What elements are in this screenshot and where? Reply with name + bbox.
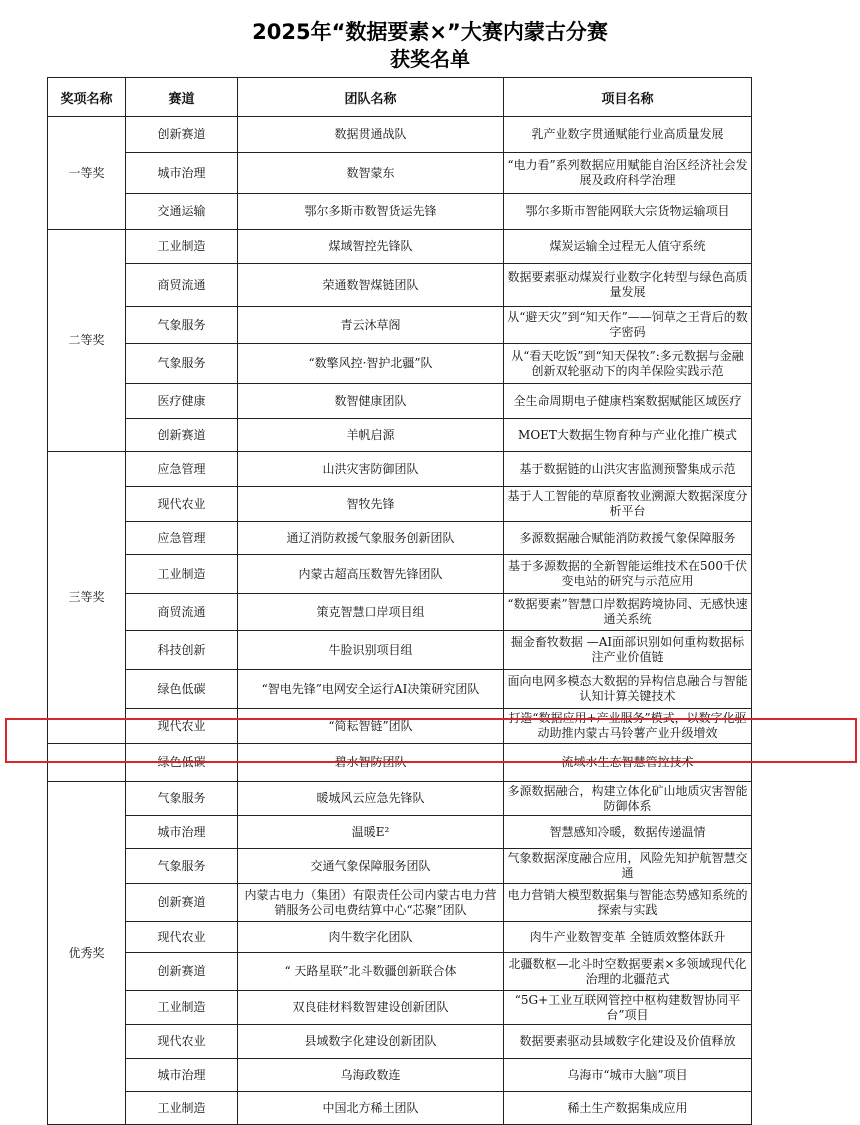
team-cell: 乌海政数连 (238, 1059, 504, 1092)
project-cell: 打造“数据应用+产业服务”模式，以数字化驱动助推内蒙古马铃薯产业升级增效 (504, 709, 752, 744)
project-cell: 多源数据融合赋能消防救援气象保障服务 (504, 522, 752, 555)
track-cell: 创新赛道 (126, 419, 238, 452)
track-cell: 工业制造 (126, 1092, 238, 1125)
team-cell: 温暖E² (238, 816, 504, 849)
team-cell: 煤域智控先锋队 (238, 230, 504, 264)
track-cell: 城市治理 (126, 153, 238, 194)
track-cell: 绿色低碳 (126, 744, 238, 782)
track-cell: 商贸流通 (126, 594, 238, 631)
table-row (48, 264, 752, 307)
track-cell: 绿色低碳 (126, 670, 238, 709)
table-row (48, 384, 752, 419)
team-cell: 智牧先锋 (238, 487, 504, 522)
table-row (48, 487, 752, 522)
project-cell: 多源数据融合，构建立体化矿山地质灾害智能防御体系 (504, 782, 752, 816)
team-cell: 中国北方稀土团队 (238, 1092, 504, 1125)
awards-table (47, 77, 752, 1125)
track-cell: 城市治理 (126, 1059, 238, 1092)
team-cell: 县域数字化建设创新团队 (238, 1025, 504, 1059)
table-row (48, 991, 752, 1025)
team-cell: 数智健康团队 (238, 384, 504, 419)
header-award: 奖项名称 (48, 78, 126, 117)
table-row (48, 153, 752, 194)
project-cell: 基于人工智能的草原畜牧业溯源大数据深度分析平台 (504, 487, 752, 522)
track-cell: 创新赛道 (126, 884, 238, 922)
track-cell: 城市治理 (126, 816, 238, 849)
table-row (48, 230, 752, 264)
table-row (48, 419, 752, 452)
track-cell: 应急管理 (126, 522, 238, 555)
track-cell: 现代农业 (126, 1025, 238, 1059)
track-cell: 气象服务 (126, 849, 238, 884)
award-cell: 二等奖 (48, 230, 126, 452)
project-cell: 基于数据链的山洪灾害监测预警集成示范 (504, 452, 752, 487)
track-cell: 工业制造 (126, 991, 238, 1025)
team-cell: 双良硅材料数智建设创新团队 (238, 991, 504, 1025)
page-title: 2025年“数据要素×”大赛内蒙古分赛 (252, 20, 608, 44)
table-row (48, 194, 752, 230)
award-cell: 一等奖 (48, 117, 126, 230)
track-cell: 创新赛道 (126, 953, 238, 991)
table-row (48, 1025, 752, 1059)
team-cell: 内蒙古电力（集团）有限责任公司内蒙古电力营销服务公司电费结算中心“芯聚”团队 (238, 884, 504, 922)
project-cell: 鄂尔多斯市智能网联大宗货物运输项目 (504, 194, 752, 230)
project-cell: 煤炭运输全过程无人值守系统 (504, 230, 752, 264)
team-cell: 数据贯通战队 (238, 117, 504, 153)
track-cell: 气象服务 (126, 307, 238, 344)
page-subtitle: 获奖名单 (390, 47, 470, 71)
track-cell: 工业制造 (126, 555, 238, 594)
track-cell: 商贸流通 (126, 264, 238, 307)
team-cell: 山洪灾害防御团队 (238, 452, 504, 487)
track-cell: 现代农业 (126, 709, 238, 744)
table-row (48, 452, 752, 487)
project-cell: 气象数据深度融合应用，风险先知护航智慧交通 (504, 849, 752, 884)
project-cell: 稀土生产数据集成应用 (504, 1092, 752, 1125)
table-row (48, 670, 752, 709)
project-cell: “数据要素”智慧口岸数据跨境协同、无感快速通关系统 (504, 594, 752, 631)
track-cell: 创新赛道 (126, 117, 238, 153)
project-cell: 从“避天灾”到“知天作”——饲草之王背后的数字密码 (504, 307, 752, 344)
team-cell: 交通气象保障服务团队 (238, 849, 504, 884)
team-cell: “ 天路星联”北斗数疆创新联合体 (238, 953, 504, 991)
table-row (48, 744, 752, 782)
table-row (48, 522, 752, 555)
table-row (48, 849, 752, 884)
award-cell: 三等奖 (48, 452, 126, 744)
team-cell: 策克智慧口岸项目组 (238, 594, 504, 631)
table-row (48, 117, 752, 153)
track-cell: 交通运输 (126, 194, 238, 230)
project-cell: 基于多源数据的全新智能运维技术在500千伏变电站的研究与示范应用 (504, 555, 752, 594)
team-cell: 暖城风云应急先锋队 (238, 782, 504, 816)
project-cell: 全生命周期电子健康档案数据赋能区域医疗 (504, 384, 752, 419)
team-cell: 羊帆启源 (238, 419, 504, 452)
table-row (48, 594, 752, 631)
project-cell: 从“看天吃饭”到“知天保牧”:多元数据与金融创新双轮驱动下的肉羊保险实践示范 (504, 344, 752, 384)
track-cell: 科技创新 (126, 631, 238, 670)
table-row (48, 884, 752, 922)
project-cell: 智慧感知冷暖，数据传递温情 (504, 816, 752, 849)
table-row (48, 1092, 752, 1125)
table-header-row (48, 78, 752, 117)
track-cell: 现代农业 (126, 487, 238, 522)
project-cell: “电力看”系列数据应用赋能自治区经济社会发展及政府科学治理 (504, 153, 752, 194)
project-cell: 数据要素驱动煤炭行业数字化转型与绿色高质量发展 (504, 264, 752, 307)
team-cell: 数智蒙东 (238, 153, 504, 194)
award-cell (48, 744, 126, 782)
table-row (48, 709, 752, 744)
project-cell: MOET大数据生物育种与产业化推广模式 (504, 419, 752, 452)
track-cell: 应急管理 (126, 452, 238, 487)
project-cell: 乳产业数字贯通赋能行业高质量发展 (504, 117, 752, 153)
award-cell: 优秀奖 (48, 782, 126, 1125)
table-row (48, 782, 752, 816)
team-cell: 鄂尔多斯市数智货运先锋 (238, 194, 504, 230)
team-cell: “智电先锋”电网安全运行AI决策研究团队 (238, 670, 504, 709)
project-cell: 面向电网多模态大数据的异构信息融合与智能认知计算关键技术 (504, 670, 752, 709)
table-row (48, 816, 752, 849)
table-row (48, 1059, 752, 1092)
project-cell: 北疆数枢—北斗时空数据要素×多领域现代化治理的北疆范式 (504, 953, 752, 991)
project-cell: 流域水生态智慧管控技术 (504, 744, 752, 782)
team-cell: 牛脸识别项目组 (238, 631, 504, 670)
team-cell: “简耘智链”团队 (238, 709, 504, 744)
track-cell: 工业制造 (126, 230, 238, 264)
project-cell: 掘金畜牧数据 —AI面部识别如何重构数据标注产业价值链 (504, 631, 752, 670)
header-team: 团队名称 (238, 78, 504, 117)
project-cell: “5G+工业互联网管控中枢构建数智协同平台”项目 (504, 991, 752, 1025)
table-row (48, 922, 752, 953)
team-cell: “数擎风控·智护北疆”队 (238, 344, 504, 384)
team-cell: 肉牛数字化团队 (238, 922, 504, 953)
team-cell: 碧水智防团队 (238, 744, 504, 782)
track-cell: 现代农业 (126, 922, 238, 953)
track-cell: 气象服务 (126, 782, 238, 816)
project-cell: 电力营销大模型数据集与智能态势感知系统的探索与实践 (504, 884, 752, 922)
track-cell: 气象服务 (126, 344, 238, 384)
team-cell: 通辽消防救援气象服务创新团队 (238, 522, 504, 555)
header-track: 赛道 (126, 78, 238, 117)
project-cell: 乌海市“城市大脑”项目 (504, 1059, 752, 1092)
header-project: 项目名称 (504, 78, 752, 117)
table-row (48, 631, 752, 670)
table-row (48, 307, 752, 344)
table-row (48, 555, 752, 594)
table-body (48, 117, 752, 1125)
project-cell: 肉牛产业数智变革 全链质效整体跃升 (504, 922, 752, 953)
project-cell: 数据要素驱动县域数字化建设及价值释放 (504, 1025, 752, 1059)
team-cell: 青云沐草阁 (238, 307, 504, 344)
track-cell: 医疗健康 (126, 384, 238, 419)
table-row (48, 953, 752, 991)
team-cell: 内蒙古超高压数智先锋团队 (238, 555, 504, 594)
table-row (48, 344, 752, 384)
team-cell: 荣通数智煤链团队 (238, 264, 504, 307)
